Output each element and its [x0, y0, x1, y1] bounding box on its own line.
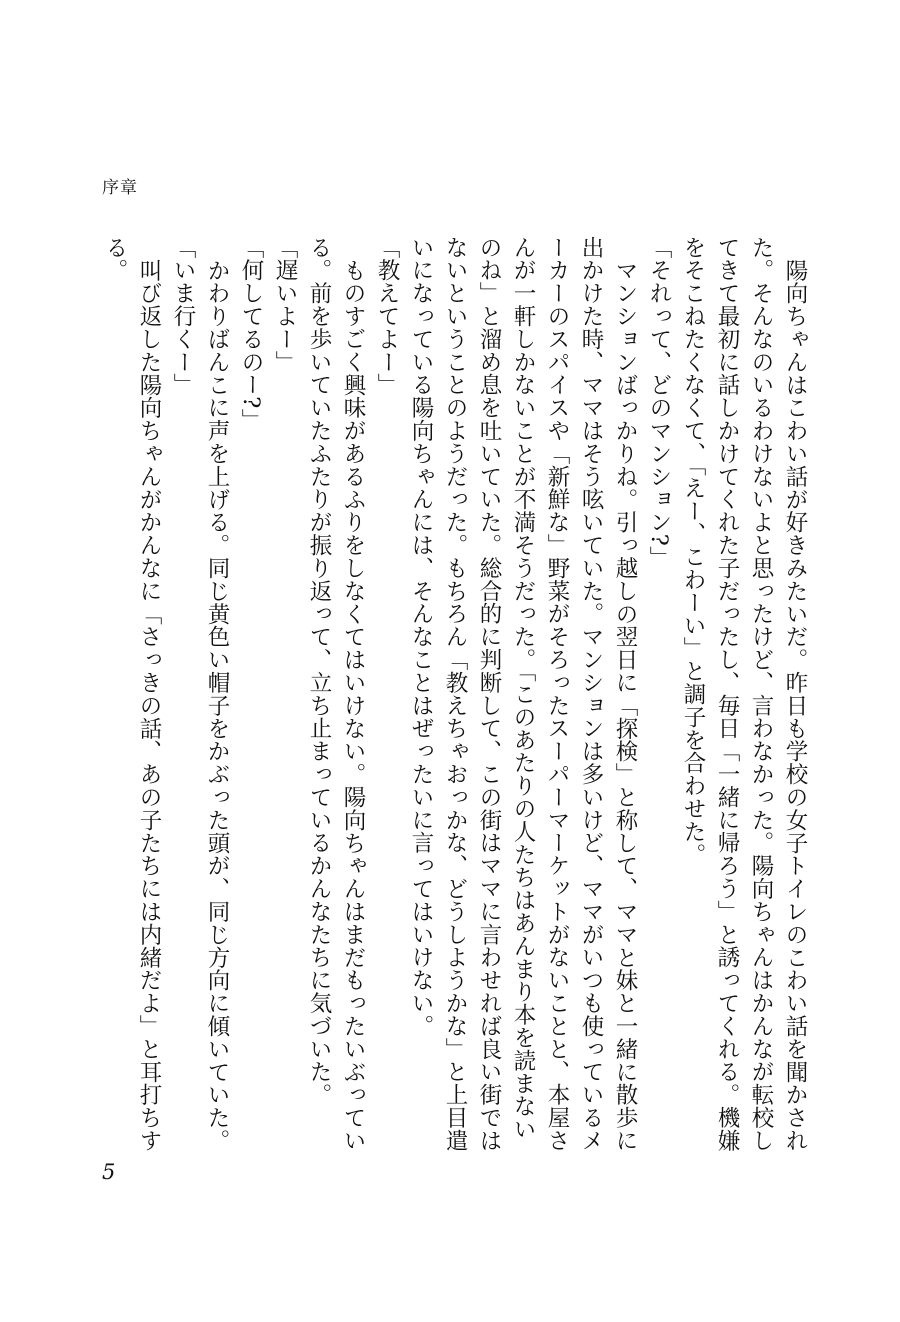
running-head: 序章: [102, 178, 138, 198]
body-text: [98, 236, 812, 1161]
paragraph: かわりばんこに声を上げる。同じ黄色い帽子をかぶった頭が、同じ方向に傾いていた。: [204, 258, 230, 1152]
dialogue-line: 「遅いよー」: [272, 236, 298, 374]
dialogue-line: 「教えてよー」: [374, 236, 400, 397]
paragraph: 陽向ちゃんはこわい話が好きみたいだ。昨日も学校の女子トイレのこわい話を聞かされた。そんなのいるわけないよと思ったけど、言わなかった。陽向ちゃんはかんなが転校してきて最初に話しかけてくれた子だったし、毎日「一緒に帰ろう」と誘ってくれる。機嫌をそこねたくなくて、「えー、こわーい」と調子を合わせた。: [680, 236, 808, 1152]
dialogue-line: 「いま行くー」: [170, 236, 196, 397]
page-number: 5: [102, 1160, 116, 1184]
dialogue-line: 「何してるのー?」: [238, 236, 264, 432]
paragraph: 叫び返した陽向ちゃんがかんなに「さっきの話、あの子たちには内緒だよ」と耳打ちする。: [102, 236, 162, 1152]
paragraph: ものすごく興味があるふりをしなくてはいけない。陽向ちゃんはまだもったいぶっている。前を歩いていたふたりが振り返って、立ち止まっているかんなたちに気づいた。: [306, 236, 366, 1152]
paragraph: マンションばっかりね。引っ越しの翌日に「探検」と称して、ママと妹と一緒に散歩に出かけた時、ママはそう呟いていた。マンションは多いけど、ママがいつも使っているメーカーのスパイスや「新鮮な」野菜がそろったスーパーマーケットがないことと、本屋さんが一軒しかないことが不満そうだった。「このあたりの人たちはあんまり本を読まないのね」と溜め息を吐いていた。総合的に判断して、この街はママに言わせれば良い街ではないということのようだった。もちろん「教えちゃおっかな、どうしようかな」と上目遣いになっている陽向ちゃんには、そんなことはぜったいに言ってはいけない。: [408, 236, 638, 1152]
dialogue-line: 「それって、どのマンション?」: [646, 236, 672, 570]
